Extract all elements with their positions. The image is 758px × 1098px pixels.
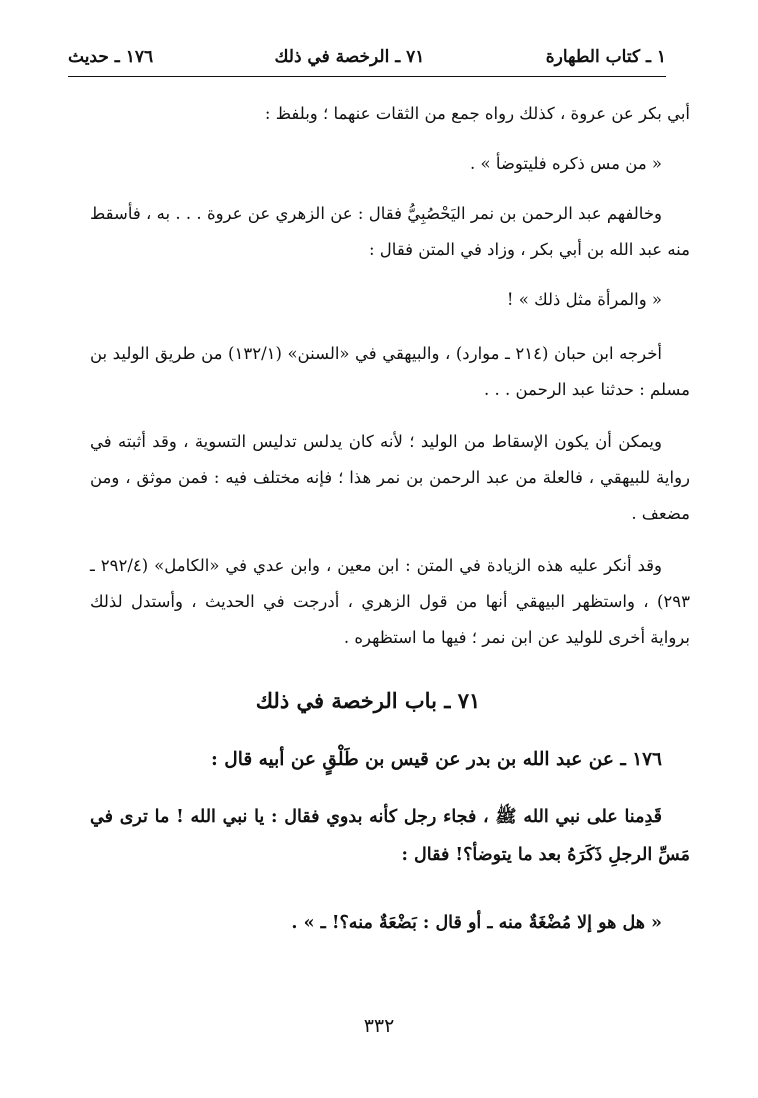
running-header (68, 42, 666, 72)
header-chapter-title: ٧١ ـ الرخصة في ذلك (274, 47, 425, 67)
hadith-text: قَدِمنا على نبي الله ﷺ ، فجاء رجل كأنه بدوي فقال : يا نبي الله ! ما ترى في مَسِّ الرجلِ ذَكَرَهُ بعد ما يتوضأ؟! فقال : (90, 807, 690, 865)
header-divider (68, 76, 666, 77)
paragraph-5: وقد أنكر عليه هذه الزيادة في المتن : ابن معين ، وابن عدي في «الكامل» (٢٩٢/٤ ـ ٢٩٣) ، واستظهر البيهقي أنها من قول الزهري ، أدرجت في الحديث ، وأستدل لذلك برواية أخرى للوليد عن ابن نمر ؛ فيها ما استظهره . (90, 556, 690, 647)
chapter-title: ٧١ ـ باب الرخصة في ذلك (255, 688, 481, 713)
paragraph-3: أخرجه ابن حبان (٢١٤ ـ موارد) ، والبيهقي في «السنن» (١٣٢/١) من طريق الوليد بن مسلم : حدثنا عبد الرحمن . . . (90, 344, 690, 399)
page-number: ٣٣٢ (363, 1015, 395, 1037)
hadith-quote: « هل هو إلا مُضْغَةٌ منه ـ أو قال : بَضْعَةٌ منه؟! ـ » . (291, 913, 662, 933)
header-hadith-number: ١٧٦ ـ حديث (68, 47, 154, 67)
paragraph-2: وخالفهم عبد الرحمن بن نمر اليَحْصُبِيُّ فقال : عن الزهري عن عروة . . . به ، فأسقط منه عبد الله بن أبي بكر ، وزاد في المتن فقال : (90, 204, 690, 259)
quote-1: « من مس ذكره فليتوضأ » . (470, 154, 662, 173)
header-book-title: ١ ـ كتاب الطهارة (545, 47, 666, 67)
hadith-heading: ١٧٦ ـ عن عبد الله بن بدر عن قيس بن طَلْقٍ عن أبيه قال : (210, 749, 662, 770)
paragraph-1: أبي بكر عن عروة ، كذلك رواه جمع من الثقات عنهما ؛ وبلفظ : (264, 104, 690, 123)
paragraph-4: ويمكن أن يكون الإسقاط من الوليد ؛ لأنه كان يدلس تدليس التسوية ، وقد أثبته في رواية للبيهقي ، فالعلة من عبد الرحمن بن نمر هذا ؛ فإنه مختلف فيه : فمن موثق ، ومن مضعف . (90, 432, 690, 523)
quote-2: « والمرأة مثل ذلك » ! (506, 290, 662, 309)
